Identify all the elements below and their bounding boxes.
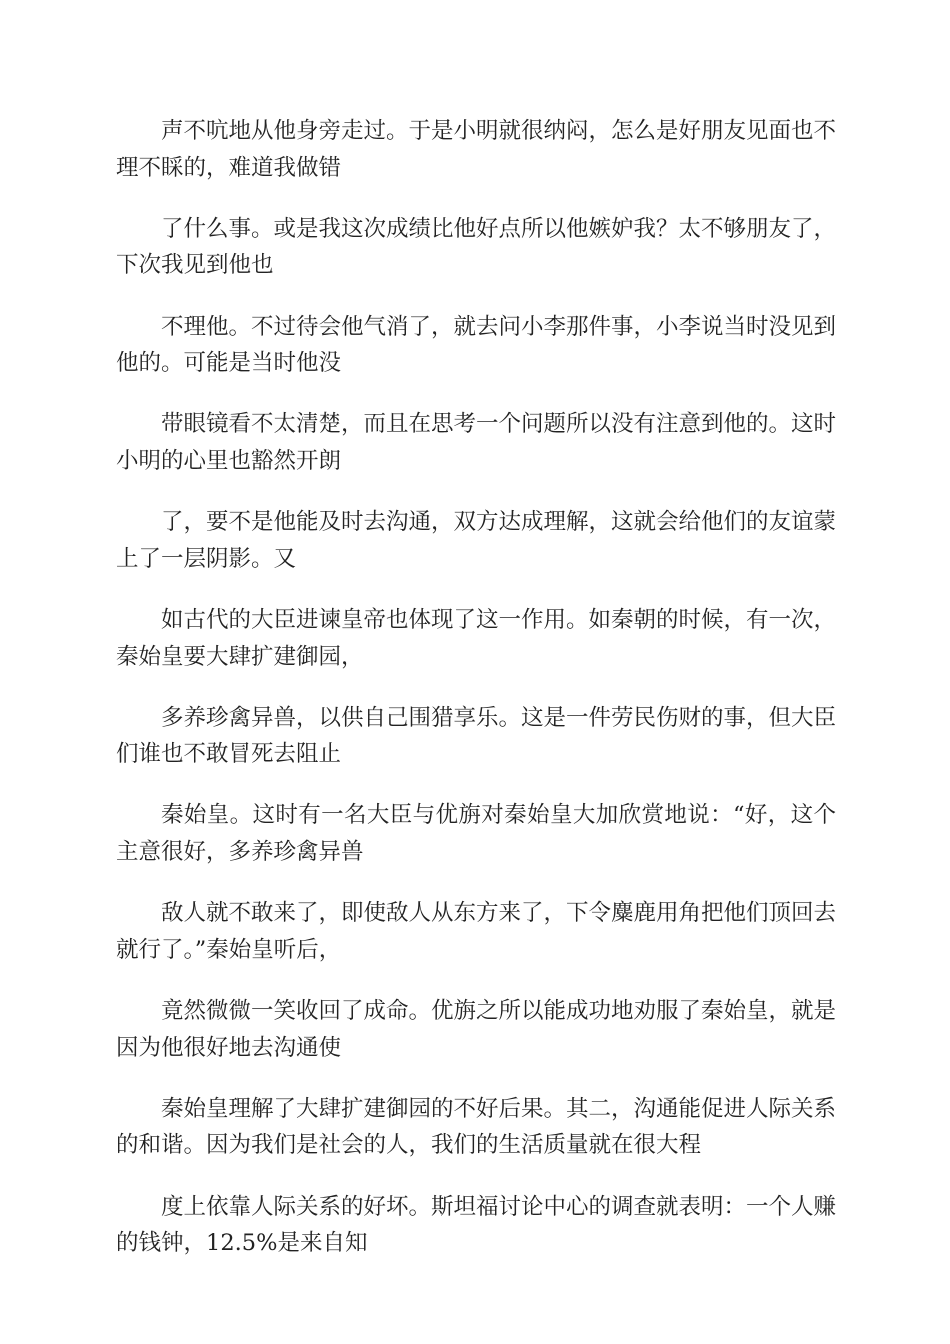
paragraph: 声不吭地从他身旁走过。于是小明就很纳闷，怎么是好朋友见面也不理不睬的，难道我做错 [116,118,837,181]
paragraph: 秦始皇理解了大肆扩建御园的不好后果。其二，沟通能促进人际关系的和谐。因为我们是社会的人，我们的生活质量就在很大程 [116,1095,837,1159]
paragraph: 多养珍禽异兽，以供自己围猎享乐。这是一件劳民伤财的事，但大臣们谁也不敢冒死去阻止 [116,704,837,768]
paragraph: 度上依靠人际关系的好坏。斯坦福讨论中心的调查就表明：一个人赚的钱钟，12.5%是来自知 [116,1193,837,1257]
paragraph: 带眼镜看不太清楚，而且在思考一个问题所以没有注意到他的。这时小明的心里也豁然开朗 [116,411,837,474]
paragraph: 秦始皇。这时有一名大臣与优旃对秦始皇大加欣赏地说：“好，这个主意很好，多养珍禽异兽 [116,802,836,866]
paragraph: 不理他。不过待会他气消了，就去问小李那件事，小李说当时没见到他的。可能是当时他没 [116,313,837,377]
document-body [116,113,836,1286]
paragraph: 竟然微微一笑收回了成命。优旃之所以能成功地劝服了秦始皇，就是因为他很好地去沟通使 [116,998,837,1061]
paragraph: 了什么事。或是我这次成绩比他好点所以他嫉妒我？太不够朋友了，下次我见到他也 [116,215,837,279]
paragraph: 了，要不是他能及时去沟通，双方达成理解，这就会给他们的友谊蒙上了一层阴影。又 [116,509,837,572]
paragraph: 如古代的大臣进谏皇帝也体现了这一作用。如秦朝的时候，有一次，秦始皇要大肆扩建御园， [116,606,837,670]
paragraph: 敌人就不敢来了，即使敌人从东方来了，下令麋鹿用角把他们顶回去就行了。”秦始皇听后， [116,900,837,963]
